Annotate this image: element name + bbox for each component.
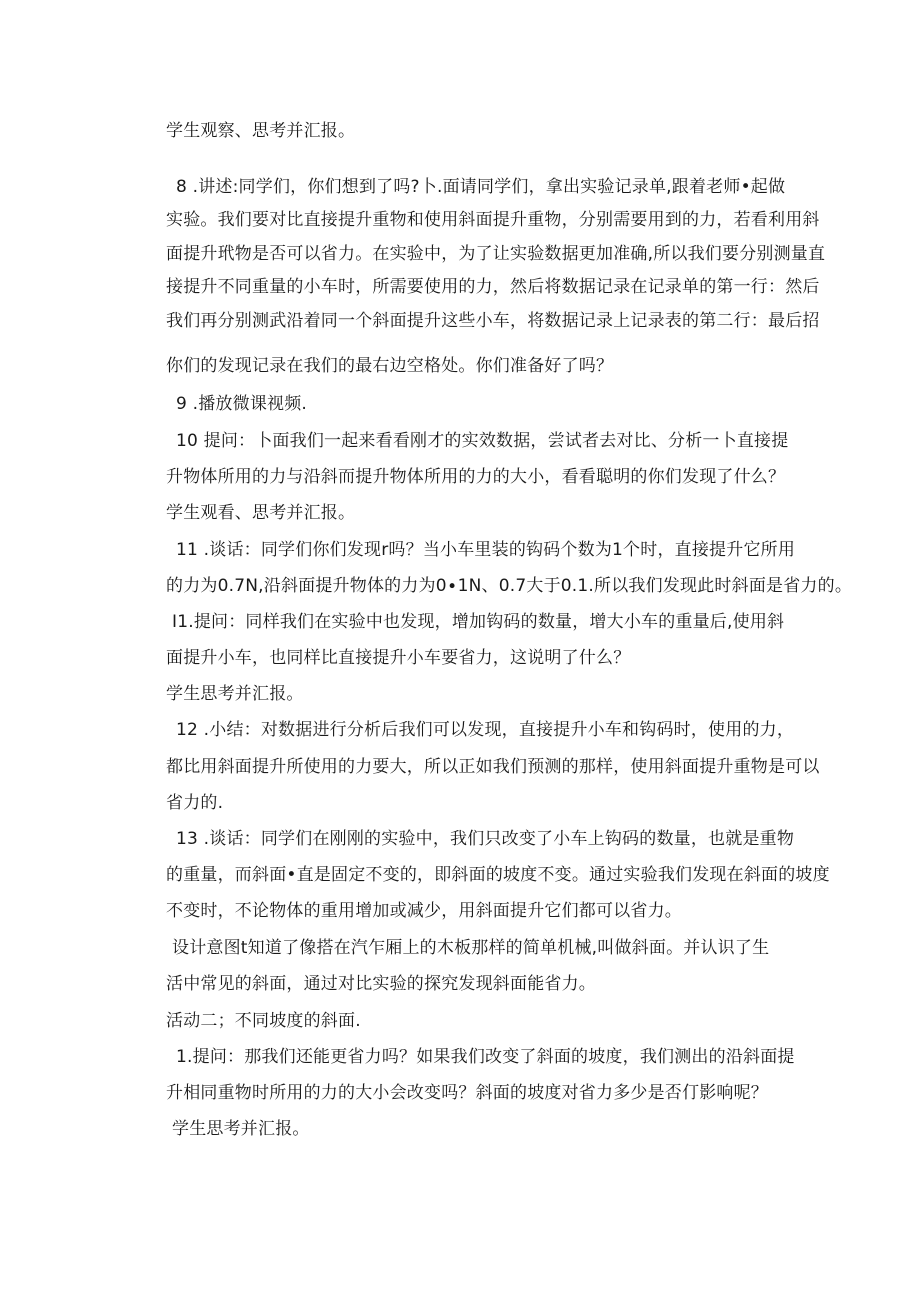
paragraph-line: 8 .讲述:同学们，你们想到了吗?卜.面请同学们，拿出实验记录单,跟着老师•起做 [176, 177, 786, 197]
paragraph-line: 的力为0.7N,沿斜面提升物体的力为0∙1N、0.7大于0.1.所以我们发现此时斜面是省力的。 [166, 576, 853, 596]
paragraph-line: 学生思考并汇报。 [166, 684, 304, 704]
paragraph-line: 实验。我们要对比直接提升重物和使用斜面提升重物，分别需要用到的力，若看利用斜 [166, 210, 820, 230]
paragraph-line: 升物体所用的力与沿斜而提升物体所用的力的大小，看看聪明的你们发现了什么？ [166, 467, 786, 487]
paragraph-line: 1.提问：那我们还能更省力吗？如果我们改变了斜面的坡度，我们测出的沿斜面提 [176, 1047, 795, 1067]
paragraph-line: 都比用斜面提升所使用的力要大，所以正如我们预测的那样，使用斜面提升重物是可以 [166, 757, 820, 777]
paragraph-line: 11 .谈话：同学们你们发现r吗？当小车里装的钩码个数为1个时，直接提升它所用 [176, 540, 796, 560]
paragraph-line: 面提升小车，也同样比直接提升小车要省力，这说明了什么？ [166, 648, 631, 668]
paragraph-line: 活中常见的斜面，通过对比实验的探究发现斜面能省力。 [166, 974, 596, 994]
paragraph-line: 面提升玳物是否可以省力。在实验中，为了让实验数据更加准确,所以我们要分别测量直 [166, 244, 826, 264]
paragraph-line: 活动二；不同坡度的斜面. [166, 1011, 361, 1031]
paragraph-line: 我们再分别测武沿着同一个斜面提升这些小车，将数据记录上记录表的第二行：最后招 [166, 311, 820, 331]
paragraph-line: 10 提问：卜面我们一起来看看刚才的实效数据，尝试者去对比、分析一卜直接提 [176, 431, 789, 451]
paragraph-line: 13 .谈话：同学们在刚刚的实验中，我们只改变了小车上钩码的数量，也就是重物 [176, 829, 795, 849]
paragraph-line: I1.提问：同样我们在实验中也发现，增加钩码的数量，增大小车的重量后,使用斜 [172, 612, 785, 632]
paragraph-line: 学生思考并汇报。 [172, 1119, 310, 1139]
paragraph-line: 学生观察、思考并汇报。 [166, 121, 356, 141]
paragraph-line: 学生观看、思考并汇报。 [166, 503, 356, 523]
paragraph-line: 接提升不同重量的小车时，所需要使用的力，然后将数据记录在记录单的第一行：然后 [166, 277, 820, 297]
paragraph-line: 你们的发现记录在我们的最右边空格处。你们准备好了吗？ [166, 356, 614, 376]
paragraph-line: 升相同重物时所用的力的大小会改变吗？斜面的坡度对省力多少是否仃影响呢？ [166, 1083, 768, 1103]
paragraph-line: 不变时，不论物体的重用增加或减少，用斜面提升它们都可以省力。 [166, 901, 682, 921]
paragraph-line: 9 .播放微课视频. [176, 394, 308, 414]
paragraph-line: 12 .小结：对数据进行分析后我们可以发现，直接提升小车和钩码时，使用的力， [176, 720, 795, 740]
paragraph-line: 的重量，而斜面•直是固定不变的，即斜面的坡度不变。通过实验我们发现在斜面的坡度 [166, 865, 830, 885]
paragraph-line: 省力的. [166, 793, 224, 813]
paragraph-line: 设计意图t知道了像搭在汽乍厢上的木板那样的简单机械,叫做斜面。并认识了生 [172, 938, 770, 958]
